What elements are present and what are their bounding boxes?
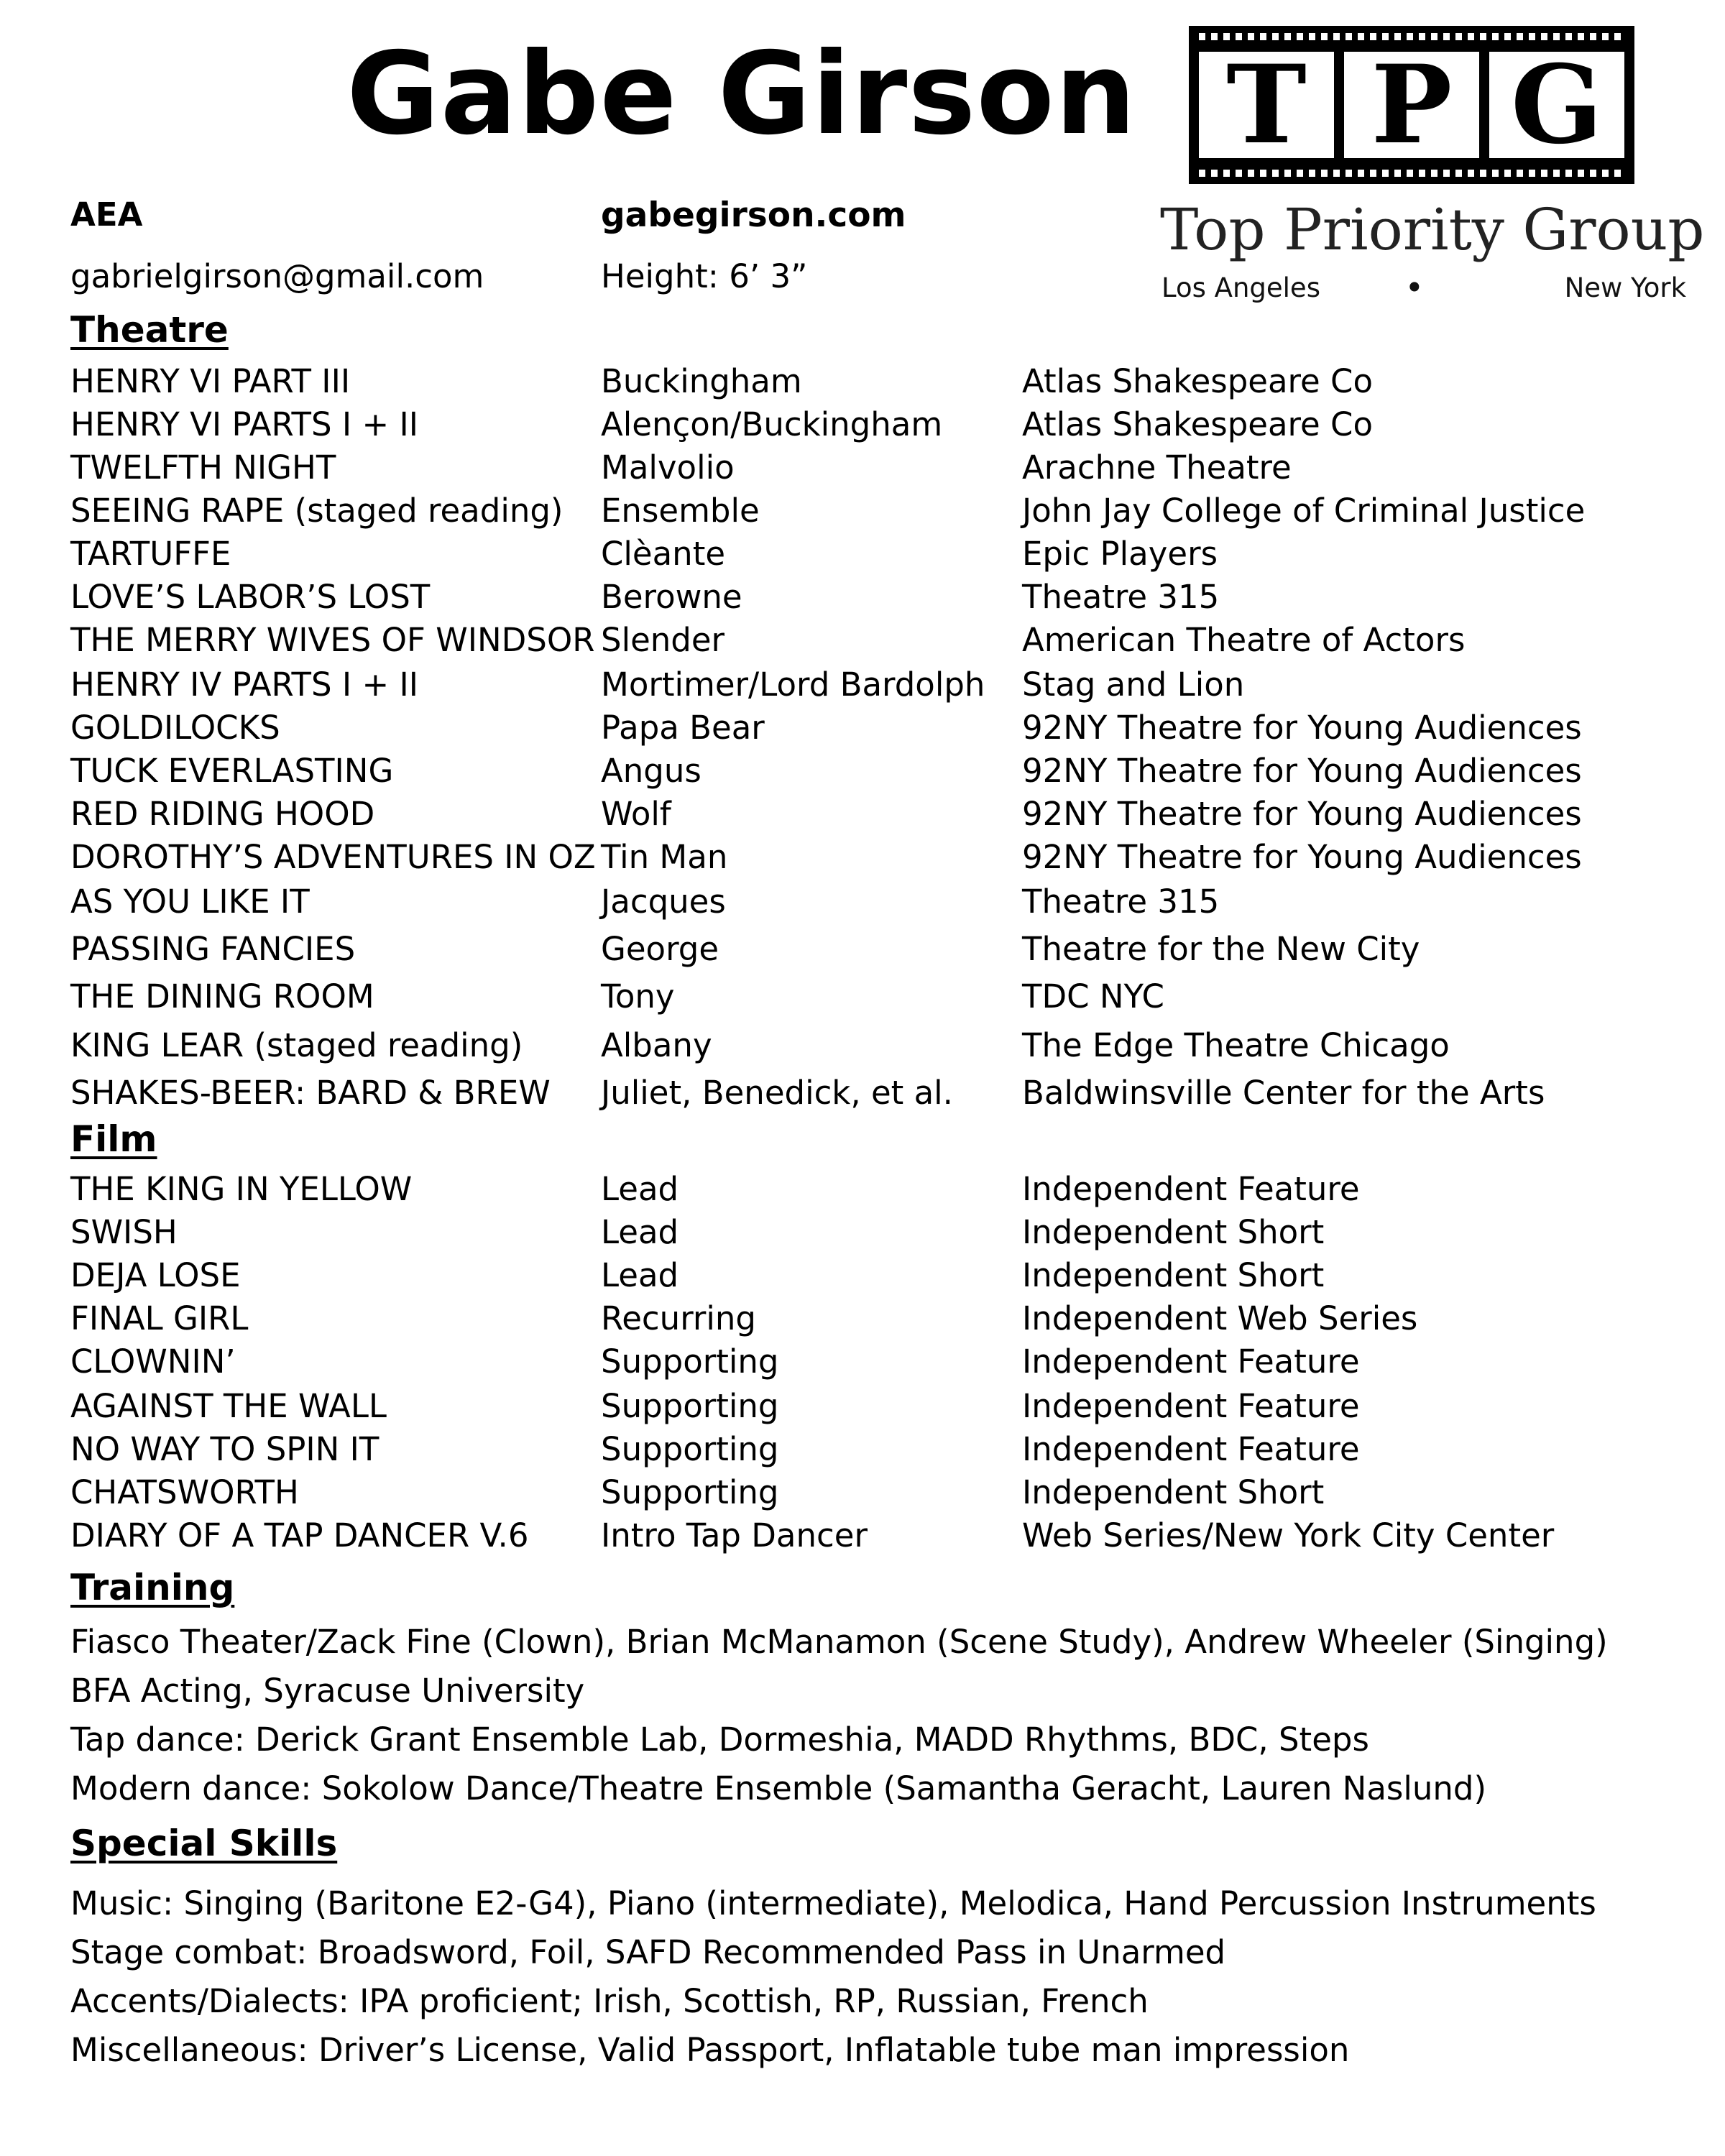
credit-role: Malvolio <box>601 448 735 487</box>
theatre-credit-row <box>0 494 1725 538</box>
training-line: Fiasco Theater/Zack Fine (Clown), Brian McManamon (Scene Study), Andrew Wheeler (Singing) <box>70 1623 1608 1661</box>
credit-role: Ensemble <box>601 492 760 530</box>
film-credit-row <box>0 1342 1725 1388</box>
film-perforations <box>1199 170 1624 177</box>
agency-logo <box>1154 20 1705 308</box>
credit-company: Theatre 315 <box>1022 883 1220 921</box>
credit-company: Independent Short <box>1022 1213 1325 1251</box>
credit-title: AGAINST THE WALL <box>70 1387 387 1425</box>
credit-company: John Jay College of Criminal Justice <box>1022 492 1586 530</box>
credit-company: Independent Short <box>1022 1473 1325 1511</box>
theatre-credit-row <box>0 665 1725 711</box>
credit-role: George <box>601 930 719 968</box>
credit-title: THE DINING ROOM <box>70 977 374 1015</box>
actor-name: Gabe Girson <box>346 28 1137 160</box>
credit-title: DOROTHY’S ADVENTURES IN OZ <box>70 838 596 876</box>
credit-role: Juliet, Benedick, et al. <box>601 1074 953 1112</box>
credit-title: CHATSWORTH <box>70 1473 299 1511</box>
credit-company: Epic Players <box>1022 535 1218 573</box>
credit-company: Baldwinsville Center for the Arts <box>1022 1074 1545 1112</box>
credit-title: KING LEAR (staged reading) <box>70 1026 523 1064</box>
credit-role: Supporting <box>601 1473 779 1511</box>
credit-role: Lead <box>601 1170 679 1208</box>
theatre-credit-row <box>0 885 1725 929</box>
theatre-credit-row <box>0 1074 1725 1120</box>
film-credit-row <box>0 1387 1725 1433</box>
credit-title: PASSING FANCIES <box>70 930 356 968</box>
credit-company: The Edge Theatre Chicago <box>1022 1026 1450 1064</box>
film-credit-row <box>0 1299 1725 1345</box>
skills-line: Stage combat: Broadsword, Foil, SAFD Recommended Pass in Unarmed <box>70 1933 1226 1971</box>
film-credit-row <box>0 1170 1725 1216</box>
credit-role: Wolf <box>601 795 671 833</box>
website: gabegirson.com <box>601 195 906 235</box>
credit-company: Theatre for the New City <box>1022 930 1420 968</box>
film-strip-logo <box>1189 26 1634 184</box>
credit-title: GOLDILOCKS <box>70 709 280 747</box>
credit-company: Web Series/New York City Center <box>1022 1516 1555 1554</box>
credit-title: DIARY OF A TAP DANCER V.6 <box>70 1516 529 1554</box>
theatre-credit-row <box>0 977 1725 1023</box>
skills-heading: Special Skills <box>70 1823 338 1864</box>
film-credit-row <box>0 1473 1725 1519</box>
theatre-credit-row <box>0 405 1725 451</box>
credit-title: DEJA LOSE <box>70 1256 241 1294</box>
credit-title: HENRY VI PARTS I + II <box>70 405 418 443</box>
training-line: Tap dance: Derick Grant Ensemble Lab, Dormeshia, MADD Rhythms, BDC, Steps <box>70 1720 1369 1759</box>
theatre-credit-row <box>0 578 1725 624</box>
training-line: BFA Acting, Syracuse University <box>70 1672 585 1710</box>
credit-title: SHAKES-BEER: BARD & BREW <box>70 1074 551 1112</box>
theatre-credit-row <box>0 795 1725 841</box>
theatre-credit-row <box>0 535 1725 581</box>
training-heading: Training <box>70 1567 235 1608</box>
film-credit-row <box>0 1213 1725 1259</box>
credit-company: Independent Web Series <box>1022 1299 1418 1337</box>
credit-title: THE KING IN YELLOW <box>70 1170 413 1208</box>
credit-role: Mortimer/Lord Bardolph <box>601 665 985 704</box>
credit-role: Intro Tap Dancer <box>601 1516 868 1554</box>
credit-role: Slender <box>601 621 725 659</box>
agency-city-separator: • <box>1406 272 1423 303</box>
height: Height: 6’ 3” <box>601 257 808 295</box>
credit-role: Tin Man <box>601 838 728 876</box>
credit-role: Angus <box>601 752 702 790</box>
union-affiliation: AEA <box>70 195 143 234</box>
credit-company: Theatre 315 <box>1022 578 1220 616</box>
credit-title: AS YOU LIKE IT <box>70 883 310 921</box>
theatre-credit-row <box>0 362 1725 408</box>
agency-city-left: Los Angeles <box>1162 272 1320 303</box>
credit-title: FINAL GIRL <box>70 1299 249 1337</box>
theatre-credit-row <box>0 1026 1725 1072</box>
credit-title: TWELFTH NIGHT <box>70 448 336 487</box>
credit-title: SEEING RAPE (staged reading) <box>70 492 564 530</box>
credit-company: TDC NYC <box>1022 977 1164 1015</box>
training-line: Modern dance: Sokolow Dance/Theatre Ensemble (Samantha Geracht, Lauren Naslund) <box>70 1769 1487 1807</box>
film-credit-row <box>0 1430 1725 1476</box>
agency-name: Top Priority Group <box>1160 196 1705 263</box>
film-credit-row <box>0 1516 1725 1562</box>
skills-line: Miscellaneous: Driver’s License, Valid Passport, Inflatable tube man impression <box>70 2031 1350 2069</box>
credit-company: 92NY Theatre for Young Audiences <box>1022 752 1582 790</box>
film-credit-row <box>0 1256 1725 1302</box>
credit-role: Recurring <box>601 1299 756 1337</box>
logo-letter: G <box>1489 52 1624 158</box>
credit-role: Jacques <box>601 883 726 921</box>
credit-company: Independent Short <box>1022 1256 1325 1294</box>
credit-title: LOVE’S LABOR’S LOST <box>70 578 431 616</box>
credit-company: Atlas Shakespeare Co <box>1022 362 1373 400</box>
skills-line: Music: Singing (Baritone E2-G4), Piano (intermediate), Melodica, Hand Percussion Instruments <box>70 1884 1596 1922</box>
email: gabrielgirson@gmail.com <box>70 257 484 295</box>
credit-company: 92NY Theatre for Young Audiences <box>1022 709 1582 747</box>
credit-company: Arachne Theatre <box>1022 448 1292 487</box>
credit-title: THE MERRY WIVES OF WINDSOR <box>70 621 595 659</box>
credit-title: NO WAY TO SPIN IT <box>70 1430 380 1468</box>
theatre-credit-row <box>0 930 1725 976</box>
credit-company: Independent Feature <box>1022 1170 1360 1208</box>
theatre-credit-row <box>0 838 1725 884</box>
credit-role: Albany <box>601 1026 712 1064</box>
credit-role: Alençon/Buckingham <box>601 405 943 443</box>
theatre-credit-row <box>0 448 1725 494</box>
credit-title: HENRY IV PARTS I + II <box>70 665 418 704</box>
credit-role: Supporting <box>601 1430 779 1468</box>
credit-company: Stag and Lion <box>1022 665 1245 704</box>
theatre-heading: Theatre <box>70 309 229 351</box>
credit-role: Lead <box>601 1213 679 1251</box>
theatre-credit-row <box>0 711 1725 755</box>
credit-role: Papa Bear <box>601 709 765 747</box>
credit-company: Independent Feature <box>1022 1430 1360 1468</box>
agency-city-right: New York <box>1564 272 1686 303</box>
theatre-credit-row <box>0 621 1725 667</box>
skills-line: Accents/Dialects: IPA proficient; Irish, Scottish, RP, Russian, French <box>70 1982 1149 2020</box>
credit-title: HENRY VI PART III <box>70 362 351 400</box>
theatre-credit-row <box>0 752 1725 798</box>
credit-company: American Theatre of Actors <box>1022 621 1466 659</box>
credit-company: Atlas Shakespeare Co <box>1022 405 1373 443</box>
credit-title: CLOWNIN’ <box>70 1342 236 1381</box>
credit-role: Clèante <box>601 535 726 573</box>
credit-title: TARTUFFE <box>70 535 231 573</box>
credit-title: TUCK EVERLASTING <box>70 752 394 790</box>
credit-role: Tony <box>601 977 675 1015</box>
credit-company: 92NY Theatre for Young Audiences <box>1022 795 1582 833</box>
logo-letter: T <box>1199 52 1334 158</box>
credit-title: RED RIDING HOOD <box>70 795 375 833</box>
credit-company: Independent Feature <box>1022 1342 1360 1381</box>
film-perforations <box>1199 33 1624 40</box>
credit-role: Berowne <box>601 578 742 616</box>
logo-letter: P <box>1344 52 1479 158</box>
credit-title: SWISH <box>70 1213 178 1251</box>
film-heading: Film <box>70 1118 157 1160</box>
credit-role: Buckingham <box>601 362 802 400</box>
credit-company: 92NY Theatre for Young Audiences <box>1022 838 1582 876</box>
credit-role: Supporting <box>601 1342 779 1381</box>
credit-role: Lead <box>601 1256 679 1294</box>
credit-role: Supporting <box>601 1387 779 1425</box>
credit-company: Independent Feature <box>1022 1387 1360 1425</box>
